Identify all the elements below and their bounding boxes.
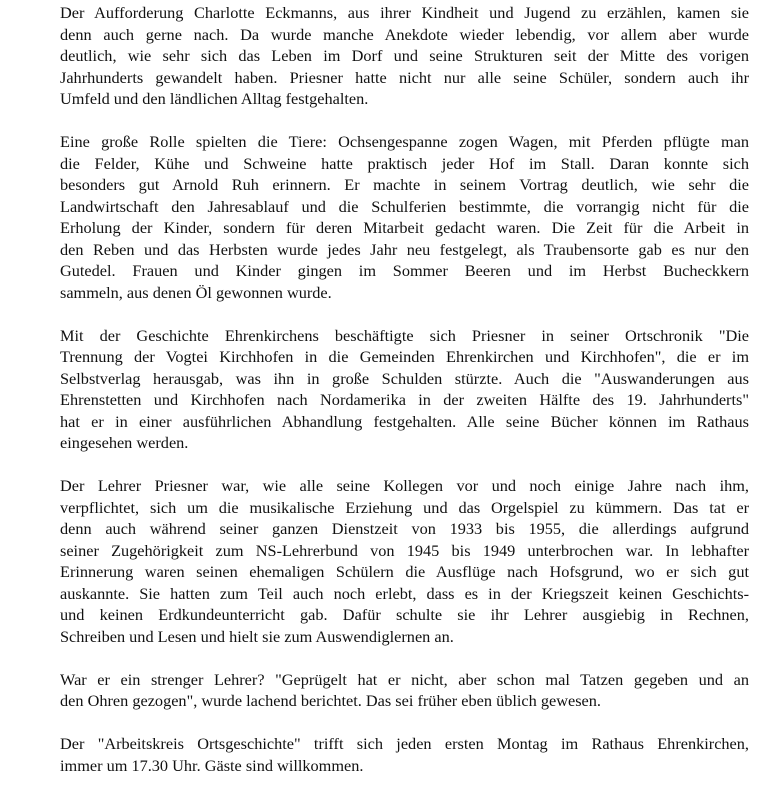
text-line: seiner Zugehörigkeit zum NS-Lehrerbund von 1945 bis 1949 unterbrochen war. In lebhafter (60, 540, 749, 560)
text-line: hat er in einer ausführlichen Abhandlung festgehalten. Alle seine Bücher können im Rathaus (60, 411, 749, 431)
text-line: Landwirtschaft den Jahresablauf und die Schulferien bestimmte, die vorrangig nicht für die (60, 196, 749, 216)
text-line: den Reben und das Herbsten wurde jedes Jahr neu festgelegt, als Traubensorte gab es nur den (60, 239, 749, 259)
paragraph-working-group (60, 733, 749, 776)
text-line: auskannte. Sie hatten zum Teil auch noch erlebt, dass es in der Kriegszeit keinen Geschichts- (60, 583, 749, 603)
text-line: Ehrenstetten und Kirchhofen nach Nordamerika in der zweiten Hälfte des 19. Jahrhunderts" (60, 390, 749, 409)
text-line: Erholung der Kinder, sondern für deren Mitarbeit gedacht waren. Die Zeit für die Arbeit in (60, 218, 749, 237)
text-line: deutlich, wie sehr sich das Leben im Dorf und seine Strukturen seit der Mitte des vorigen (60, 46, 749, 65)
text-line: sammeln, aus denen Öl gewonnen wurde. (60, 282, 332, 302)
text-line: Der "Arbeitskreis Ortsgeschichte" trifft sich jeden ersten Montag im Rathaus Ehrenkirchen, (60, 734, 749, 753)
text-line: eingesehen werden. (60, 433, 189, 452)
text-line: Jahrhunderts gewandelt haben. Priesner hatte nicht nur alle seine Schüler, sondern auch ihr (60, 67, 749, 87)
text-line: Mit der Geschichte Ehrenkirchens beschäftigte sich Priesner in seiner Ortschronik "Die (60, 325, 749, 345)
paragraph-strict-teacher (60, 669, 749, 712)
text-line: immer um 17.30 Uhr. Gäste sind willkommen. (60, 755, 364, 775)
text-line: War er ein strenger Lehrer? "Geprügelt hat er nicht, aber schon mal Tatzen gegeben und an (60, 669, 749, 689)
paragraph-animals-farming (60, 131, 749, 303)
text-line: denn auch während seiner ganzen Dienstzeit von 1933 bis 1955, die allerdings aufgrund (60, 519, 749, 538)
text-line: die Felder, Kühe und Schweine hatte praktisch jeder Hof im Stall. Daran konnte sich (60, 153, 749, 173)
text-line: und keinen Erdkundeunterricht gab. Dafür schulte sie ihr Lehrer ausgiebig in Rechnen, (60, 605, 749, 624)
text-line: Schreiben und Lesen und hielt sie zum Auswendiglernen an. (60, 626, 454, 646)
text-line: verpflichtet, sich um die musikalische Erziehung und das Orgelspiel zu kümmern. Das tat er (60, 497, 749, 517)
text-line: den Ohren gezogen", wurde lachend berichtet. Das sei früher eben üblich gewesen. (60, 691, 601, 710)
text-line: Umfeld und den ländlichen Alltag festgehalten. (60, 89, 369, 108)
text-line: Erinnerung waren seinen ehemaligen Schülern die Ausflüge nach Hofsgrund, wo er sich gut (60, 562, 749, 581)
text-line: Der Aufforderung Charlotte Eckmanns, aus ihrer Kindheit und Jugend zu erzählen, kamen sie (60, 3, 749, 22)
paragraph-local-chronicle (60, 325, 749, 454)
text-line: Trennung der Vogtei Kirchhofen in die Gemeinden Ehrenkirchen und Kirchhofen", die er im (60, 347, 749, 366)
text-line: Gutedel. Frauen und Kinder gingen im Sommer Beeren und im Herbst Bucheckkern (60, 261, 749, 280)
text-line: Eine große Rolle spielten die Tiere: Ochsengespanne zogen Wagen, mit Pferden pflügte man (60, 132, 749, 151)
paragraph-teacher-duties (60, 475, 749, 647)
text-line: besonders gut Arnold Ruh erinnern. Er machte in seinem Vortrag deutlich, wie sehr die (60, 175, 749, 194)
text-line: Selbstverlag herausgab, was ihn in große Schulden stürzte. Auch die "Auswanderungen aus (60, 368, 749, 388)
text-line: denn auch gerne nach. Da wurde manche Anekdote wieder lebendig, vor allem aber wurde (60, 24, 749, 44)
paragraph-childhood-memories (60, 2, 749, 110)
text-line: Der Lehrer Priesner war, wie alle seine Kollegen vor und noch einige Jahre nach ihm, (60, 476, 749, 495)
